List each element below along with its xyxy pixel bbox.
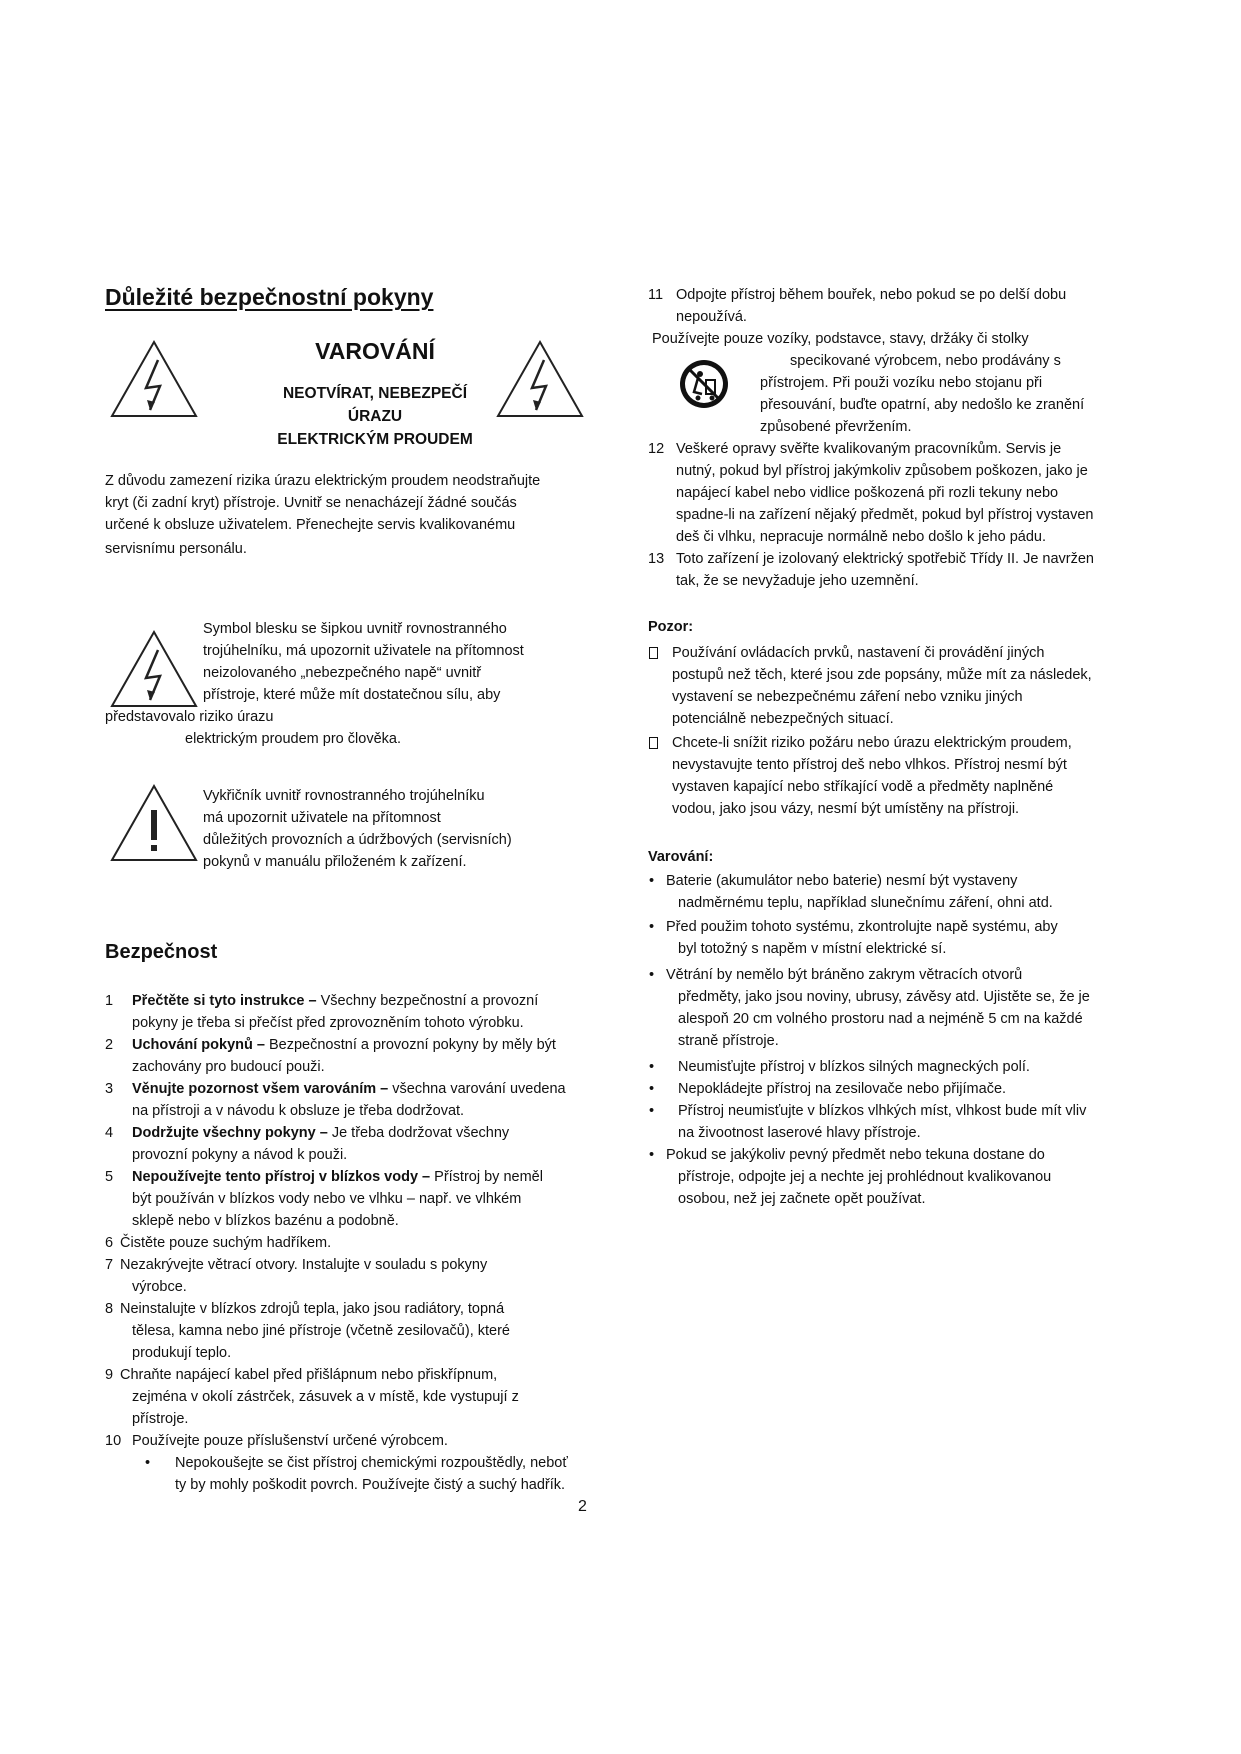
list-item: • Větrání by nemělo být bráněno zakrym větracích otvorů bbox=[649, 967, 1023, 983]
lightning-warning-icon bbox=[108, 338, 200, 420]
sub-bullet: • Nepokoušejte se čist přístroj chemickými rozpouštědly, neboť bbox=[145, 1455, 568, 1471]
list-item: 5 Nepoužívejte tento přístroj v blízkos vody – Přístroj by neměl bbox=[105, 1169, 543, 1185]
item-12: 12 Veškeré opravy svěřte kvalikovaným pracovníkům. Servis je nutný, pokud byl přístroj jakýmkoliv způsobem poškozen, jako je napájecí kabel nebo vidlice poškozená při rozli tekuny nebo spadne-li na zařízení nějaký předmět, pokud byl přístroj vystaven deš či vlhku, nepracuje normálně nebo došlo k jeho pádu. 13 Toto zařízení je izolovaný elektrický spotřebič Třídy II. Je navržen tak, že se nevyžaduje jeho uzemnění. bbox=[648, 441, 1094, 589]
list-item: 8 Neinstalujte v blízkos zdrojů tepla, jako jsou radiátory, topná bbox=[105, 1301, 505, 1317]
warnings-section: Varování: • Baterie (akumulátor nebo baterie) nesmí být vystaveny nadměrnému teplu, například slunečnímu záření, ohni atd. • Před použim tohoto systému, zkontrolujte napě systému, aby byl totožný s napěm v místní elektrické sí. • Větrání by nemělo být bráněno zakrym větracích otvorů předměty, jako jsou noviny, ubrusy, závěsy atd. Ujistěte se, že je alespoň 20 cm volného prostoru nad a nejméně 5 cm na každé straně přístroje. • Neumisťujte přístroj v blízkos silných magneckých polí. • Nepokládejte přístroj na zesilovače nebo přijímače. • Přístroj neumisťujte v blízkos vlhkých míst, vlhkost bude mít vliv na živootnost laserové hlavy přístroje. • Pokud se jakýkoliv pevný předmět nebo tekuna dostane do přístroje, odpojte jej a nechte jej prohlédnout kvalikovanou osobou, než jej začnete opět používat. bbox=[648, 846, 1158, 1210]
list-item: • Nepokládejte přístroj na zesilovače nebo přijímače. bbox=[649, 1081, 1007, 1097]
safety-heading: Bezpečnost bbox=[105, 941, 218, 963]
list-item: • Neumisťujte přístroj v blízkos silných magneckých polí. bbox=[649, 1059, 1030, 1075]
warnings-heading: Varování: bbox=[648, 849, 714, 865]
intro-paragraph: Z důvodu zamezení rizika úrazu elektrickým proudem neodstraňujte kryt (či zadní kryt) přístroje. Uvnitř se nenacházejí žádné součás určené k obsluze uživatelem. Přenechejte servis kvalikovanému servisnímu personálu. bbox=[105, 473, 541, 557]
caution-section: Pozor: Používání ovládacích prvků, nastavení či provádění jiných postupů než těch, které jsou zde popsány, může mít za následek, vystavení se nebezpečnému záření nebo vzniku jiných potenciálně nebezpečných situací. Chcete-li snížit riziko požáru nebo úrazu elektrickým proudem, nevystavujte tento přístroj deš nebo vlhkos. Přístroj nesmí být vystaven kapající nebo stříkající vodě a předměty naplněné vodou, jako jsou vázy, nesmí být umístěny na přístroji. bbox=[648, 616, 1148, 820]
list-item: Používání ovládacích prvků, nastavení či provádění jiných bbox=[648, 642, 1148, 664]
list-item: 7 Nezakrývejte větrací otvory. Instalujte v souladu s pokyny bbox=[105, 1257, 488, 1273]
list-item: 2 Uchování pokynů – Bezpečnostní a provozní pokyny by měly být bbox=[105, 1037, 556, 1053]
item-11: 11 Odpojte přístroj během bouřek, nebo pokud se po delší dobu nepoužívá. Používejte pouze vozíky, podstavce, stavy, držáky či stolky bbox=[648, 287, 1067, 347]
page-title: Důležité bezpečnostní pokyny bbox=[105, 284, 434, 310]
list-item: 9 Chraňte napájecí kabel před přišlápnum nebo přiskřípnum, bbox=[105, 1367, 498, 1383]
list-item: • Před použim tohoto systému, zkontrolujte napě systému, aby bbox=[649, 919, 1058, 935]
list-item: • Přístroj neumisťujte v blízkos vlhkých míst, vlhkost bude mít vliv bbox=[649, 1103, 1087, 1119]
warning-subtext: NEOTVÍRAT, NEBEZPEČÍ ÚRAZU ELEKTRICKÝM PROUDEM bbox=[277, 385, 473, 448]
list-item: • Baterie (akumulátor nebo baterie) nesmí být vystaveny bbox=[649, 873, 1018, 889]
safety-list: 1 Přečtěte si tyto instrukce – Všechny bezpečnostní a provozní pokyny je třeba si přečíst před zprovozněním tohoto výrobku. 2 Uchování pokynů – Bezpečnostní a provozní pokyny by měly být zachovány pro budoucí použi. 3 Věnujte pozornost všem varováním – všechna varování uvedena na přístroji a v návodu k obsluze je třeba dodržovat. 4 Dodržujte všechny pokyny – Je třeba dodržovat všechny provozní pokyny a návod k použi. 5 Nepoužívejte tento přístroj v blízkos vody – Přístroj by neměl být používán v blízkos vody nebo ve vlhku – např. ve vlhkém sklepě nebo v blízkos bazénu a podobně. 6 Čistěte pouze suchým hadříkem. 7 Nezakrývejte větrací otvory. Instalujte v souladu s pokyny výrobce. 8 Neinstalujte v blízkos zdrojů tepla, jako jsou radiátory, topná tělesa, kamna nebo jiné přístroje (včetně zesilovačů), které produkují teplo. 9 Chraňte napájecí kabel před přišlápnum nebo přiskřípnum, zejména v okolí zástrček, zásuvek a v místě, kde vystupují z přístroje. 10 Používejte pouze příslušenství určené výrobcem. • Nepokoušejte se čist přístroj chemickými rozpouštědly, neboť ty by mohly poškodit povrch. Používejte čistý a suchý hadřík. bbox=[105, 990, 625, 1496]
list-item: 3 Věnujte pozornost všem varováním – všechna varování uvedena bbox=[105, 1081, 566, 1097]
page-number: 2 bbox=[578, 1498, 587, 1515]
list-item: • Pokud se jakýkoliv pevný předmět nebo tekuna dostane do bbox=[649, 1147, 1045, 1163]
caution-heading: Pozor: bbox=[648, 619, 694, 635]
list-item: 1 Přečtěte si tyto instrukce – Všechny bezpečnostní a provozní bbox=[105, 993, 539, 1009]
exclamation-warning-icon bbox=[108, 782, 200, 864]
exclamation-description: Vykřičník uvnitř rovnostranného trojúhelníku má upozornit uživatele na přítomnost důležitých provozních a údržbových (servisních) pokynů v manuálu přiloženém k zařízení. bbox=[203, 788, 512, 870]
warning-heading: VAROVÁNÍ bbox=[315, 338, 435, 364]
cart-text: specikované výrobcem, nebo prodávány s přístrojem. Při použi vozíku nebo stojanu při přesouvání, buďte opatrní, aby nedošlo ke zranění způsobené převržením. bbox=[760, 353, 1085, 435]
list-item: 10 Používejte pouze příslušenství určené výrobcem. bbox=[105, 1433, 448, 1449]
cart-warning-icon bbox=[678, 358, 730, 410]
list-item: 6 Čistěte pouze suchým hadříkem. bbox=[105, 1235, 332, 1251]
lightning-description: Symbol blesku se šipkou uvnitř rovnostranného trojúhelníku, má upozornit uživatele na přítomnost neizolovaného „nebezpečného napě“ uvnitř přístroje, které může mít dostatečnou sílu, aby představovalo riziko úrazu elektrickým proudem pro člověka. bbox=[105, 621, 524, 747]
list-item: Chcete-li snížit riziko požáru nebo úrazu elektrickým proudem, bbox=[648, 732, 1148, 754]
list-item: 4 Dodržujte všechny pokyny – Je třeba dodržovat všechny bbox=[105, 1125, 510, 1141]
